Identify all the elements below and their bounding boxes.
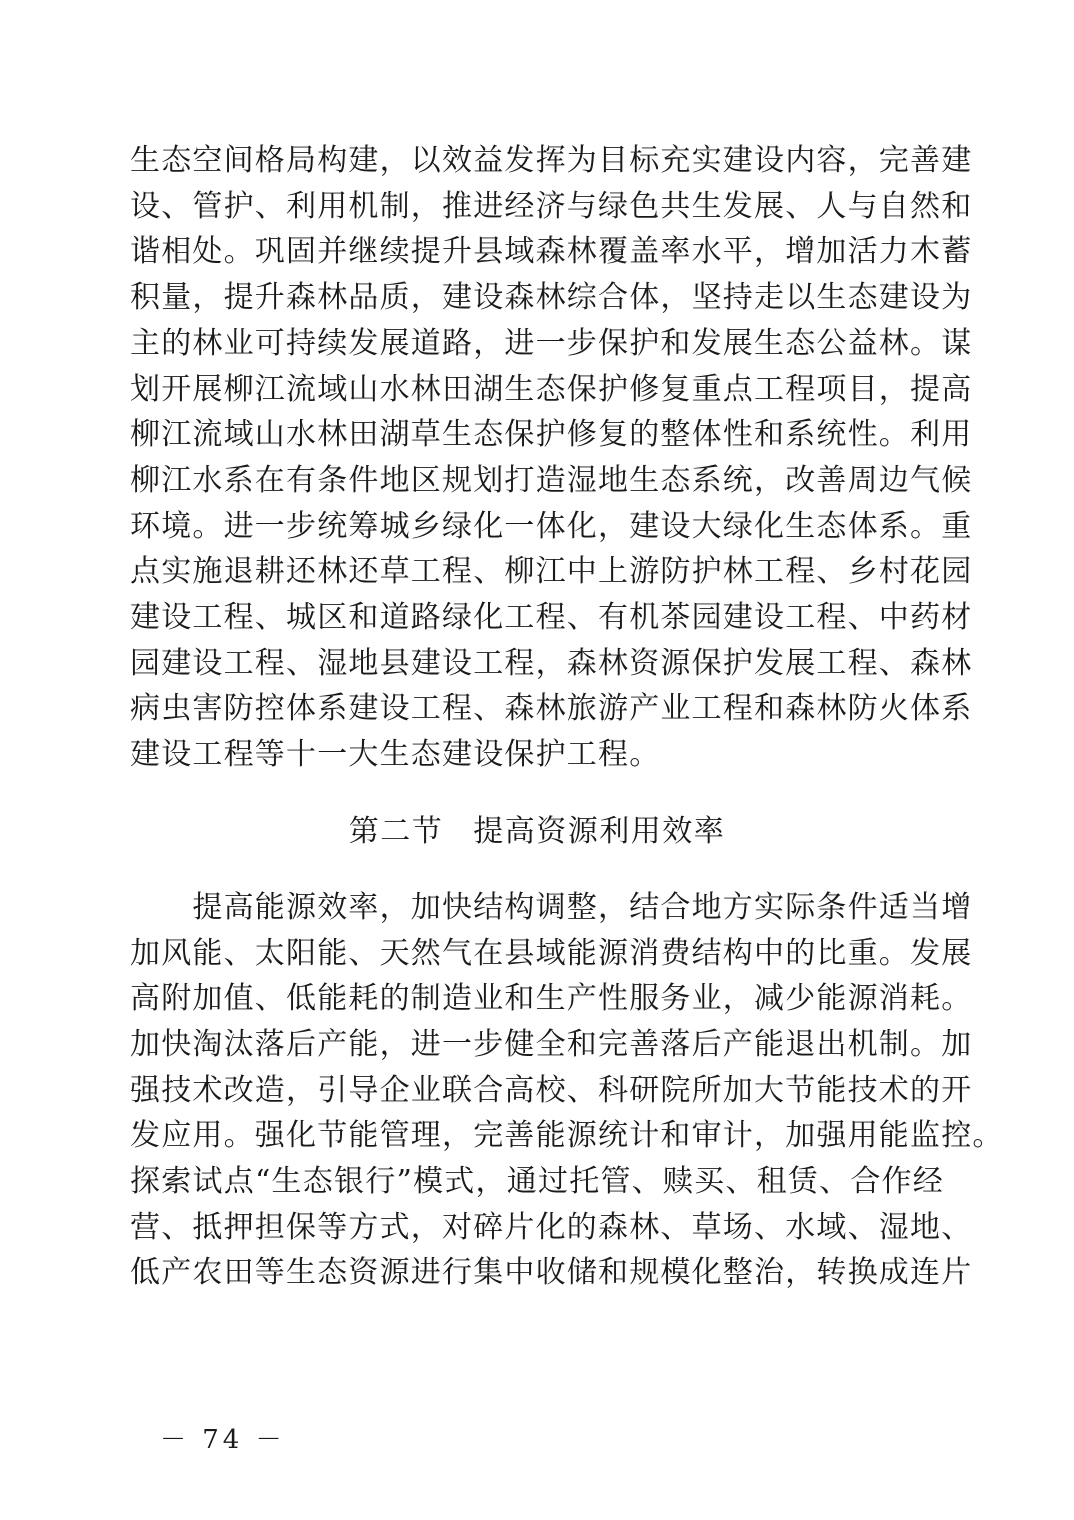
text-line: 生态空间格局构建，以效益发挥为目标充实建设内容，完善建 [130,143,973,178]
text-line: 谐相处。巩固并继续提升县域森林覆盖率水平，增加活力木蓄 [130,234,973,270]
text-line: 柳江水系在有条件地区规划打造湿地生态系统，改善周边气候 [130,462,973,498]
section-heading [130,809,944,854]
text-line: 点实施退耕还林还草工程、柳江中上游防护林工程、乡村花园 [130,554,973,590]
text-line: 建设工程等十一大生态建设保护工程。 [130,737,661,773]
paragraph-resource-efficiency [130,885,1004,1296]
text-line: 主的林业可持续发展道路，进一步保护和发展生态公益林。谋 [130,325,973,361]
text-line: 高附加值、低能耗的制造业和生产性服务业，减少能源消耗。 [130,981,973,1017]
text-line: 强技术改造，引导企业联合高校、科研院所加大节能技术的开 [130,1072,973,1108]
text-line: 建设工程、城区和道路绿化工程、有机茶园建设工程、中药材 [130,600,973,636]
text-line: 提高能源效率，加快结构调整，结合地方实际条件适当增 [130,889,973,925]
section-number: 第二节 [348,813,444,849]
text-line: 发应用。强化节能管理，完善能源统计和审计，加强用能监控。 [130,1118,1004,1154]
text-line: 划开展柳江流域山水林田湖生态保护修复重点工程项目，提高 [130,371,973,407]
text-line: 设、管护、利用机制，推进经济与绿色共生发展、人与自然和 [130,188,973,224]
text-line: 探索试点“生态银行”模式，通过托管、赎买、租赁、合作经 [130,1164,944,1200]
section-title: 提高资源利用效率 [473,813,726,849]
text-line: 营、抵押担保等方式，对碎片化的森林、草场、水域、湿地、 [130,1209,973,1245]
text-line: 病虫害防控体系建设工程、森林旅游产业工程和森林防火体系 [130,691,973,727]
text-line: 低产农田等生态资源进行集中收储和规模化整治，转换成连片 [130,1255,973,1291]
text-line: 加风能、太阳能、天然气在县域能源消费结构中的比重。发展 [130,935,973,971]
text-line: 柳江流域山水林田湖草生态保护修复的整体性和系统性。利用 [130,417,973,453]
text-line: 环境。进一步统筹城乡绿化一体化，建设大绿化生态体系。重 [130,508,973,544]
text-line: 积量，提升森林品质，建设森林综合体，坚持走以生态建设为 [130,280,973,316]
document-page [130,138,1004,1296]
page-number: － 74 － [160,1425,286,1455]
text-line: 加快淘汰落后产能，进一步健全和完善落后产能退出机制。加 [130,1026,973,1062]
paragraph-ecological-construction [130,138,973,778]
text-line: 园建设工程、湿地县建设工程，森林资源保护发展工程、森林 [130,645,973,681]
